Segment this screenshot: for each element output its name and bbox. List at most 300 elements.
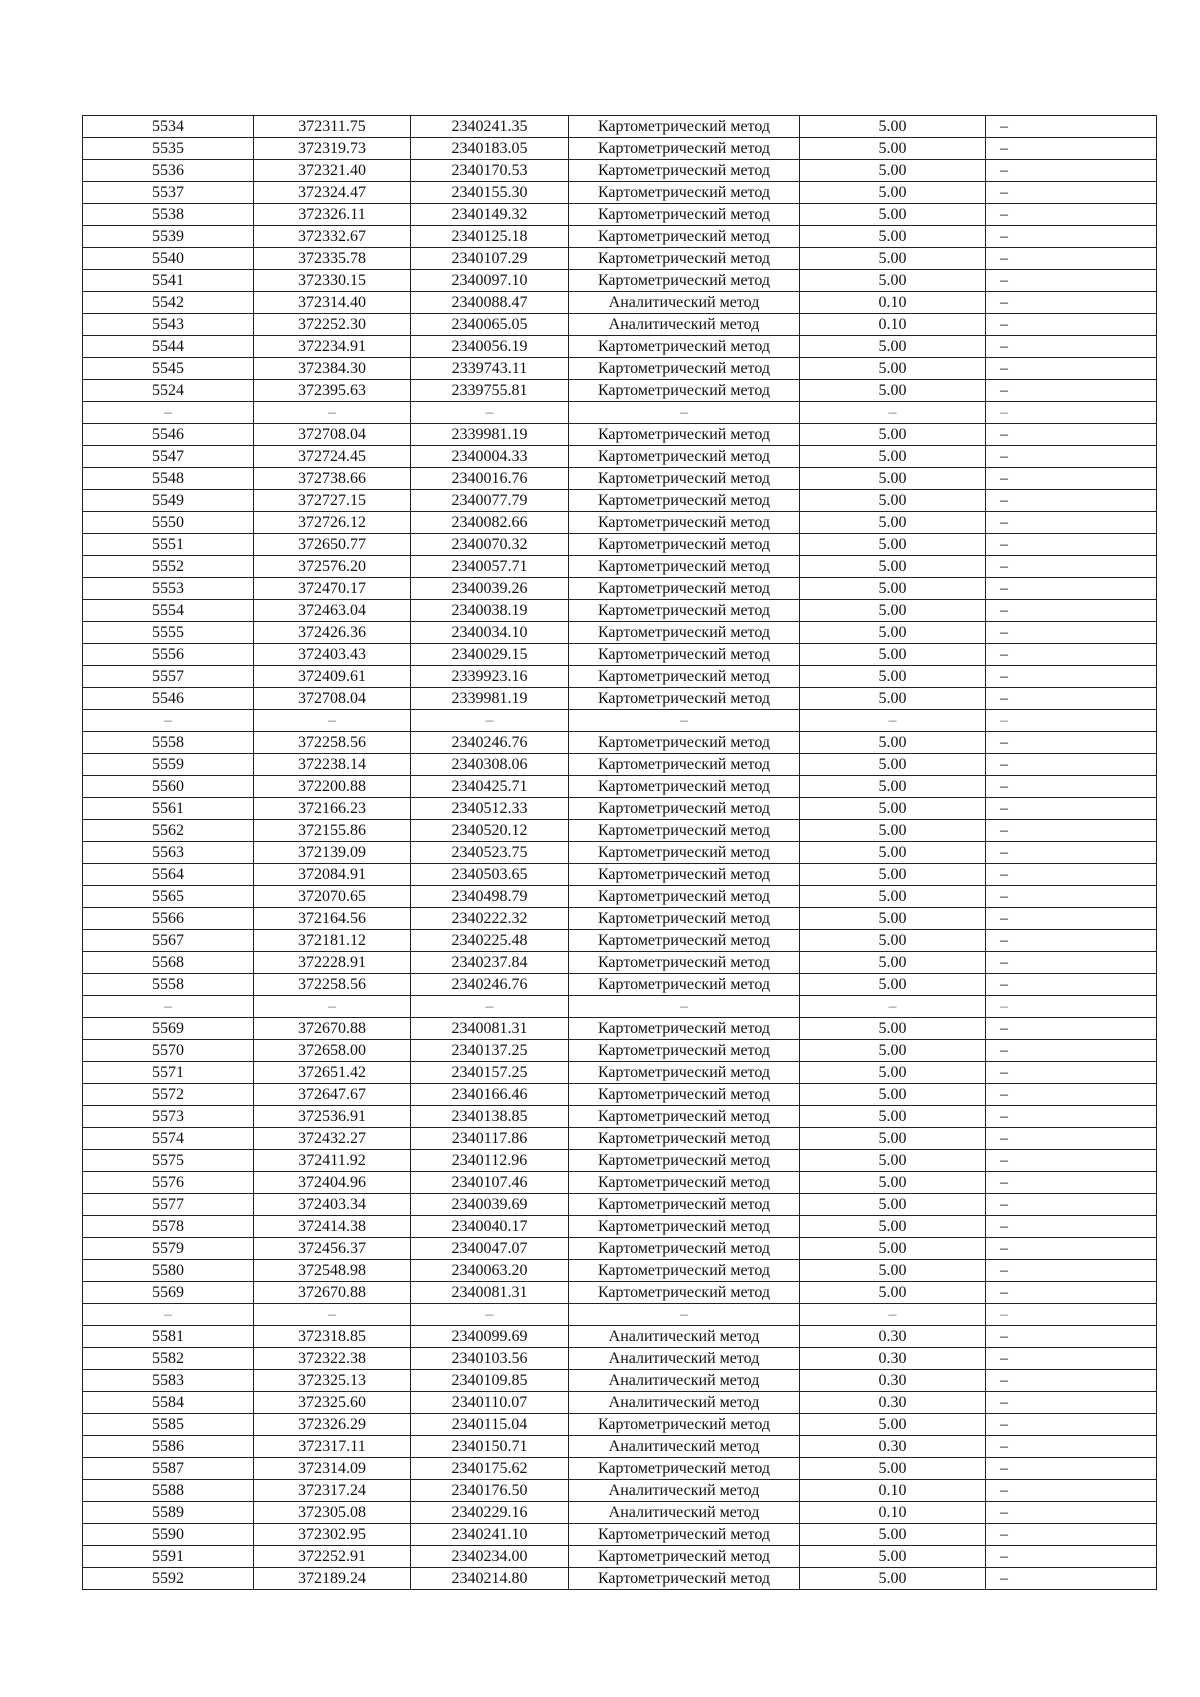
note-cell: – [986, 160, 1157, 182]
note-cell: – [986, 1568, 1157, 1590]
point-number-cell: 5540 [83, 248, 254, 270]
y-coordinate-cell: 2340063.20 [411, 1260, 569, 1282]
point-number-cell: 5555 [83, 622, 254, 644]
x-coordinate-cell: 372738.66 [254, 468, 411, 490]
note-cell: – [986, 754, 1157, 776]
point-number-cell: 5524 [83, 380, 254, 402]
method-cell: – [569, 996, 800, 1018]
point-number-cell: – [83, 1304, 254, 1326]
accuracy-cell: 5.00 [800, 1150, 986, 1172]
method-cell: Картометрический метод [569, 688, 800, 710]
y-coordinate-cell: 2340034.10 [411, 622, 569, 644]
point-number-cell: 5581 [83, 1326, 254, 1348]
method-cell: Картометрический метод [569, 1106, 800, 1128]
y-coordinate-cell: 2340520.12 [411, 820, 569, 842]
table-row [83, 1194, 1157, 1216]
method-cell: Картометрический метод [569, 1458, 800, 1480]
x-coordinate-cell: 372658.00 [254, 1040, 411, 1062]
accuracy-cell: 0.30 [800, 1392, 986, 1414]
method-cell: Картометрический метод [569, 424, 800, 446]
note-cell: – [986, 314, 1157, 336]
accuracy-cell: 5.00 [800, 952, 986, 974]
method-cell: Картометрический метод [569, 182, 800, 204]
x-coordinate-cell: 372155.86 [254, 820, 411, 842]
y-coordinate-cell: 2340175.62 [411, 1458, 569, 1480]
point-number-cell: 5590 [83, 1524, 254, 1546]
point-number-cell: 5556 [83, 644, 254, 666]
x-coordinate-cell: 372576.20 [254, 556, 411, 578]
table-row [83, 226, 1157, 248]
y-coordinate-cell: – [411, 710, 569, 732]
note-cell: – [986, 1216, 1157, 1238]
accuracy-cell: 5.00 [800, 336, 986, 358]
table-row [83, 248, 1157, 270]
accuracy-cell: 5.00 [800, 798, 986, 820]
note-cell: – [986, 1106, 1157, 1128]
y-coordinate-cell: 2340149.32 [411, 204, 569, 226]
y-coordinate-cell: 2340125.18 [411, 226, 569, 248]
point-number-cell: 5546 [83, 688, 254, 710]
x-coordinate-cell: 372084.91 [254, 864, 411, 886]
note-cell: – [986, 1458, 1157, 1480]
point-number-cell: 5576 [83, 1172, 254, 1194]
table-row [83, 314, 1157, 336]
y-coordinate-cell: 2340137.25 [411, 1040, 569, 1062]
table-row [83, 688, 1157, 710]
accuracy-cell: 5.00 [800, 842, 986, 864]
method-cell: Аналитический метод [569, 314, 800, 336]
table-row [83, 1370, 1157, 1392]
point-number-cell: 5564 [83, 864, 254, 886]
y-coordinate-cell: 2340234.00 [411, 1546, 569, 1568]
table-row [83, 578, 1157, 600]
method-cell: Картометрический метод [569, 556, 800, 578]
method-cell: Картометрический метод [569, 1238, 800, 1260]
point-number-cell: 5558 [83, 732, 254, 754]
accuracy-cell: 5.00 [800, 226, 986, 248]
note-cell: – [986, 1018, 1157, 1040]
y-coordinate-cell: 2340081.31 [411, 1018, 569, 1040]
note-cell: – [986, 886, 1157, 908]
table-row [83, 1260, 1157, 1282]
note-cell: – [986, 1062, 1157, 1084]
accuracy-cell: 0.10 [800, 292, 986, 314]
y-coordinate-cell: 2340103.56 [411, 1348, 569, 1370]
table-row [83, 842, 1157, 864]
note-cell: – [986, 1304, 1157, 1326]
method-cell: Картометрический метод [569, 490, 800, 512]
method-cell: Картометрический метод [569, 1172, 800, 1194]
method-cell: Картометрический метод [569, 666, 800, 688]
point-number-cell: 5547 [83, 446, 254, 468]
method-cell: Картометрический метод [569, 160, 800, 182]
point-number-cell: 5563 [83, 842, 254, 864]
note-cell: – [986, 138, 1157, 160]
method-cell: Картометрический метод [569, 1546, 800, 1568]
y-coordinate-cell: 2340047.07 [411, 1238, 569, 1260]
note-cell: – [986, 1238, 1157, 1260]
point-number-cell: 5588 [83, 1480, 254, 1502]
accuracy-cell: 5.00 [800, 1568, 986, 1590]
accuracy-cell: 5.00 [800, 1040, 986, 1062]
x-coordinate-cell: 372395.63 [254, 380, 411, 402]
table-row [83, 930, 1157, 952]
y-coordinate-cell: 2339743.11 [411, 358, 569, 380]
point-number-cell: 5571 [83, 1062, 254, 1084]
note-cell: – [986, 182, 1157, 204]
point-number-cell: 5546 [83, 424, 254, 446]
note-cell: – [986, 842, 1157, 864]
table-row [83, 292, 1157, 314]
x-coordinate-cell: 372325.13 [254, 1370, 411, 1392]
x-coordinate-cell: 372238.14 [254, 754, 411, 776]
accuracy-cell: 0.30 [800, 1370, 986, 1392]
x-coordinate-cell: 372305.08 [254, 1502, 411, 1524]
table-row [83, 336, 1157, 358]
note-cell: – [986, 1392, 1157, 1414]
table-row [83, 1150, 1157, 1172]
x-coordinate-cell: 372325.60 [254, 1392, 411, 1414]
y-coordinate-cell: 2340308.06 [411, 754, 569, 776]
method-cell: Картометрический метод [569, 446, 800, 468]
note-cell: – [986, 1260, 1157, 1282]
table-row [83, 468, 1157, 490]
y-coordinate-cell: 2340082.66 [411, 512, 569, 534]
point-number-cell: 5541 [83, 270, 254, 292]
x-coordinate-cell: 372332.67 [254, 226, 411, 248]
accuracy-cell: 0.30 [800, 1436, 986, 1458]
point-number-cell: 5592 [83, 1568, 254, 1590]
method-cell: Картометрический метод [569, 1260, 800, 1282]
y-coordinate-cell: 2340225.48 [411, 930, 569, 952]
point-number-cell: 5584 [83, 1392, 254, 1414]
accuracy-cell: 5.00 [800, 908, 986, 930]
method-cell: – [569, 402, 800, 424]
accuracy-cell: 5.00 [800, 622, 986, 644]
x-coordinate-cell: 372647.67 [254, 1084, 411, 1106]
note-cell: – [986, 1150, 1157, 1172]
table-row [83, 666, 1157, 688]
point-number-cell: 5568 [83, 952, 254, 974]
x-coordinate-cell: 372335.78 [254, 248, 411, 270]
accuracy-cell: 5.00 [800, 1172, 986, 1194]
accuracy-cell: 5.00 [800, 446, 986, 468]
table-row [83, 380, 1157, 402]
accuracy-cell: 5.00 [800, 468, 986, 490]
table-row [83, 1458, 1157, 1480]
table-row [83, 270, 1157, 292]
method-cell: Картометрический метод [569, 798, 800, 820]
point-number-cell: 5566 [83, 908, 254, 930]
point-number-cell: 5573 [83, 1106, 254, 1128]
accuracy-cell: 5.00 [800, 688, 986, 710]
note-cell: – [986, 1282, 1157, 1304]
note-cell: – [986, 446, 1157, 468]
x-coordinate-cell: 372318.85 [254, 1326, 411, 1348]
note-cell: – [986, 380, 1157, 402]
point-number-cell: – [83, 996, 254, 1018]
note-cell: – [986, 666, 1157, 688]
point-number-cell: 5577 [83, 1194, 254, 1216]
note-cell: – [986, 996, 1157, 1018]
point-number-cell: 5583 [83, 1370, 254, 1392]
method-cell: Картометрический метод [569, 1524, 800, 1546]
table-row [83, 204, 1157, 226]
accuracy-cell: 5.00 [800, 160, 986, 182]
y-coordinate-cell: 2340222.32 [411, 908, 569, 930]
x-coordinate-cell: 372650.77 [254, 534, 411, 556]
table-row [83, 1018, 1157, 1040]
point-number-cell: 5562 [83, 820, 254, 842]
accuracy-cell: 5.00 [800, 1194, 986, 1216]
point-number-cell: 5545 [83, 358, 254, 380]
method-cell: Картометрический метод [569, 116, 800, 138]
accuracy-cell: 5.00 [800, 490, 986, 512]
y-coordinate-cell: 2339923.16 [411, 666, 569, 688]
y-coordinate-cell: 2340241.10 [411, 1524, 569, 1546]
method-cell: Картометрический метод [569, 1040, 800, 1062]
x-coordinate-cell: 372411.92 [254, 1150, 411, 1172]
note-cell: – [986, 534, 1157, 556]
note-cell: – [986, 424, 1157, 446]
x-coordinate-cell: 372317.11 [254, 1436, 411, 1458]
y-coordinate-cell: 2340229.16 [411, 1502, 569, 1524]
note-cell: – [986, 1370, 1157, 1392]
accuracy-cell: 5.00 [800, 666, 986, 688]
accuracy-cell: – [800, 710, 986, 732]
y-coordinate-cell: 2339981.19 [411, 424, 569, 446]
x-coordinate-cell: 372319.73 [254, 138, 411, 160]
accuracy-cell: 0.10 [800, 314, 986, 336]
y-coordinate-cell: 2340057.71 [411, 556, 569, 578]
table-row [83, 1172, 1157, 1194]
point-number-cell: 5553 [83, 578, 254, 600]
x-coordinate-cell: – [254, 402, 411, 424]
table-row [83, 820, 1157, 842]
method-cell: Картометрический метод [569, 908, 800, 930]
x-coordinate-cell: 372252.30 [254, 314, 411, 336]
y-coordinate-cell: 2340070.32 [411, 534, 569, 556]
note-cell: – [986, 864, 1157, 886]
point-number-cell: 5575 [83, 1150, 254, 1172]
table-row [83, 1040, 1157, 1062]
accuracy-cell: 5.00 [800, 1216, 986, 1238]
table-row [83, 182, 1157, 204]
point-number-cell: 5557 [83, 666, 254, 688]
method-cell: Аналитический метод [569, 292, 800, 314]
y-coordinate-cell: 2340523.75 [411, 842, 569, 864]
x-coordinate-cell: 372200.88 [254, 776, 411, 798]
x-coordinate-cell: 372727.15 [254, 490, 411, 512]
note-cell: – [986, 1128, 1157, 1150]
table-row [83, 886, 1157, 908]
point-number-cell: 5569 [83, 1018, 254, 1040]
accuracy-cell: 5.00 [800, 1282, 986, 1304]
y-coordinate-cell: 2340498.79 [411, 886, 569, 908]
point-number-cell: 5548 [83, 468, 254, 490]
accuracy-cell: 5.00 [800, 270, 986, 292]
x-coordinate-cell: 372322.38 [254, 1348, 411, 1370]
y-coordinate-cell: 2340029.15 [411, 644, 569, 666]
accuracy-cell: 5.00 [800, 1062, 986, 1084]
accuracy-cell: 5.00 [800, 424, 986, 446]
note-cell: – [986, 776, 1157, 798]
accuracy-cell: 5.00 [800, 578, 986, 600]
x-coordinate-cell: 372404.96 [254, 1172, 411, 1194]
accuracy-cell: 0.30 [800, 1348, 986, 1370]
table-row [83, 952, 1157, 974]
note-cell: – [986, 1172, 1157, 1194]
x-coordinate-cell: 372070.65 [254, 886, 411, 908]
point-number-cell: 5574 [83, 1128, 254, 1150]
method-cell: Аналитический метод [569, 1370, 800, 1392]
y-coordinate-cell: 2340040.17 [411, 1216, 569, 1238]
x-coordinate-cell: 372317.24 [254, 1480, 411, 1502]
method-cell: Картометрический метод [569, 952, 800, 974]
point-number-cell: 5560 [83, 776, 254, 798]
accuracy-cell: 5.00 [800, 556, 986, 578]
method-cell: Картометрический метод [569, 1216, 800, 1238]
note-cell: – [986, 798, 1157, 820]
method-cell: Картометрический метод [569, 336, 800, 358]
method-cell: Аналитический метод [569, 1326, 800, 1348]
accuracy-cell: 5.00 [800, 204, 986, 226]
table-row [83, 1106, 1157, 1128]
note-cell: – [986, 1480, 1157, 1502]
note-cell: – [986, 116, 1157, 138]
y-coordinate-cell: 2340170.53 [411, 160, 569, 182]
x-coordinate-cell: 372726.12 [254, 512, 411, 534]
accuracy-cell: 0.30 [800, 1326, 986, 1348]
table-row [83, 776, 1157, 798]
method-cell: Картометрический метод [569, 534, 800, 556]
x-coordinate-cell: 372326.11 [254, 204, 411, 226]
point-number-cell: 5585 [83, 1414, 254, 1436]
point-number-cell: 5543 [83, 314, 254, 336]
note-cell: – [986, 512, 1157, 534]
table-row [83, 600, 1157, 622]
y-coordinate-cell: 2340038.19 [411, 600, 569, 622]
method-cell: Картометрический метод [569, 820, 800, 842]
point-number-cell: 5561 [83, 798, 254, 820]
y-coordinate-cell: 2340157.25 [411, 1062, 569, 1084]
x-coordinate-cell: 372414.38 [254, 1216, 411, 1238]
y-coordinate-cell: 2340112.96 [411, 1150, 569, 1172]
table-row [83, 864, 1157, 886]
table-row [83, 798, 1157, 820]
x-coordinate-cell: 372234.91 [254, 336, 411, 358]
table-row [83, 160, 1157, 182]
y-coordinate-cell: 2340099.69 [411, 1326, 569, 1348]
method-cell: Картометрический метод [569, 380, 800, 402]
x-coordinate-cell: 372252.91 [254, 1546, 411, 1568]
y-coordinate-cell: 2340512.33 [411, 798, 569, 820]
x-coordinate-cell: 372708.04 [254, 424, 411, 446]
table-row [83, 138, 1157, 160]
y-coordinate-cell: 2340246.76 [411, 974, 569, 996]
x-coordinate-cell: 372228.91 [254, 952, 411, 974]
point-number-cell: 5538 [83, 204, 254, 226]
x-coordinate-cell: 372166.23 [254, 798, 411, 820]
point-number-cell: 5551 [83, 534, 254, 556]
x-coordinate-cell: 372470.17 [254, 578, 411, 600]
method-cell: Картометрический метод [569, 974, 800, 996]
x-coordinate-cell: – [254, 996, 411, 1018]
note-cell: – [986, 1326, 1157, 1348]
y-coordinate-cell: 2340176.50 [411, 1480, 569, 1502]
y-coordinate-cell: 2339755.81 [411, 380, 569, 402]
point-number-cell: 5569 [83, 1282, 254, 1304]
y-coordinate-cell: 2340214.80 [411, 1568, 569, 1590]
separator-row [83, 710, 1157, 732]
table-row [83, 1084, 1157, 1106]
method-cell: Картометрический метод [569, 1084, 800, 1106]
point-number-cell: 5549 [83, 490, 254, 512]
note-cell: – [986, 600, 1157, 622]
x-coordinate-cell: 372409.61 [254, 666, 411, 688]
method-cell: Картометрический метод [569, 138, 800, 160]
y-coordinate-cell: 2340077.79 [411, 490, 569, 512]
table-row [83, 1392, 1157, 1414]
accuracy-cell: – [800, 402, 986, 424]
point-number-cell: 5565 [83, 886, 254, 908]
accuracy-cell: 0.10 [800, 1480, 986, 1502]
point-number-cell: 5559 [83, 754, 254, 776]
y-coordinate-cell: 2340166.46 [411, 1084, 569, 1106]
point-number-cell: 5535 [83, 138, 254, 160]
method-cell: Картометрический метод [569, 358, 800, 380]
table-row [83, 1062, 1157, 1084]
y-coordinate-cell: 2340138.85 [411, 1106, 569, 1128]
accuracy-cell: 5.00 [800, 930, 986, 952]
point-number-cell: 5570 [83, 1040, 254, 1062]
note-cell: – [986, 1502, 1157, 1524]
y-coordinate-cell: 2340109.85 [411, 1370, 569, 1392]
accuracy-cell: 5.00 [800, 182, 986, 204]
y-coordinate-cell: 2340246.76 [411, 732, 569, 754]
method-cell: Картометрический метод [569, 270, 800, 292]
separator-row [83, 1304, 1157, 1326]
method-cell: Картометрический метод [569, 644, 800, 666]
method-cell: Картометрический метод [569, 930, 800, 952]
point-number-cell: 5586 [83, 1436, 254, 1458]
point-number-cell: 5542 [83, 292, 254, 314]
table-row [83, 754, 1157, 776]
table-row [83, 1348, 1157, 1370]
x-coordinate-cell: 372651.42 [254, 1062, 411, 1084]
point-number-cell: 5544 [83, 336, 254, 358]
accuracy-cell: 5.00 [800, 644, 986, 666]
method-cell: Картометрический метод [569, 1150, 800, 1172]
accuracy-cell: – [800, 1304, 986, 1326]
point-number-cell: 5587 [83, 1458, 254, 1480]
note-cell: – [986, 270, 1157, 292]
table-row [83, 622, 1157, 644]
y-coordinate-cell: 2340107.29 [411, 248, 569, 270]
accuracy-cell: 5.00 [800, 534, 986, 556]
note-cell: – [986, 292, 1157, 314]
note-cell: – [986, 820, 1157, 842]
method-cell: Картометрический метод [569, 1062, 800, 1084]
y-coordinate-cell: 2340117.86 [411, 1128, 569, 1150]
method-cell: Картометрический метод [569, 578, 800, 600]
y-coordinate-cell: 2340056.19 [411, 336, 569, 358]
x-coordinate-cell: 372314.09 [254, 1458, 411, 1480]
note-cell: – [986, 974, 1157, 996]
x-coordinate-cell: 372181.12 [254, 930, 411, 952]
table-row [83, 1282, 1157, 1304]
point-number-cell: 5591 [83, 1546, 254, 1568]
